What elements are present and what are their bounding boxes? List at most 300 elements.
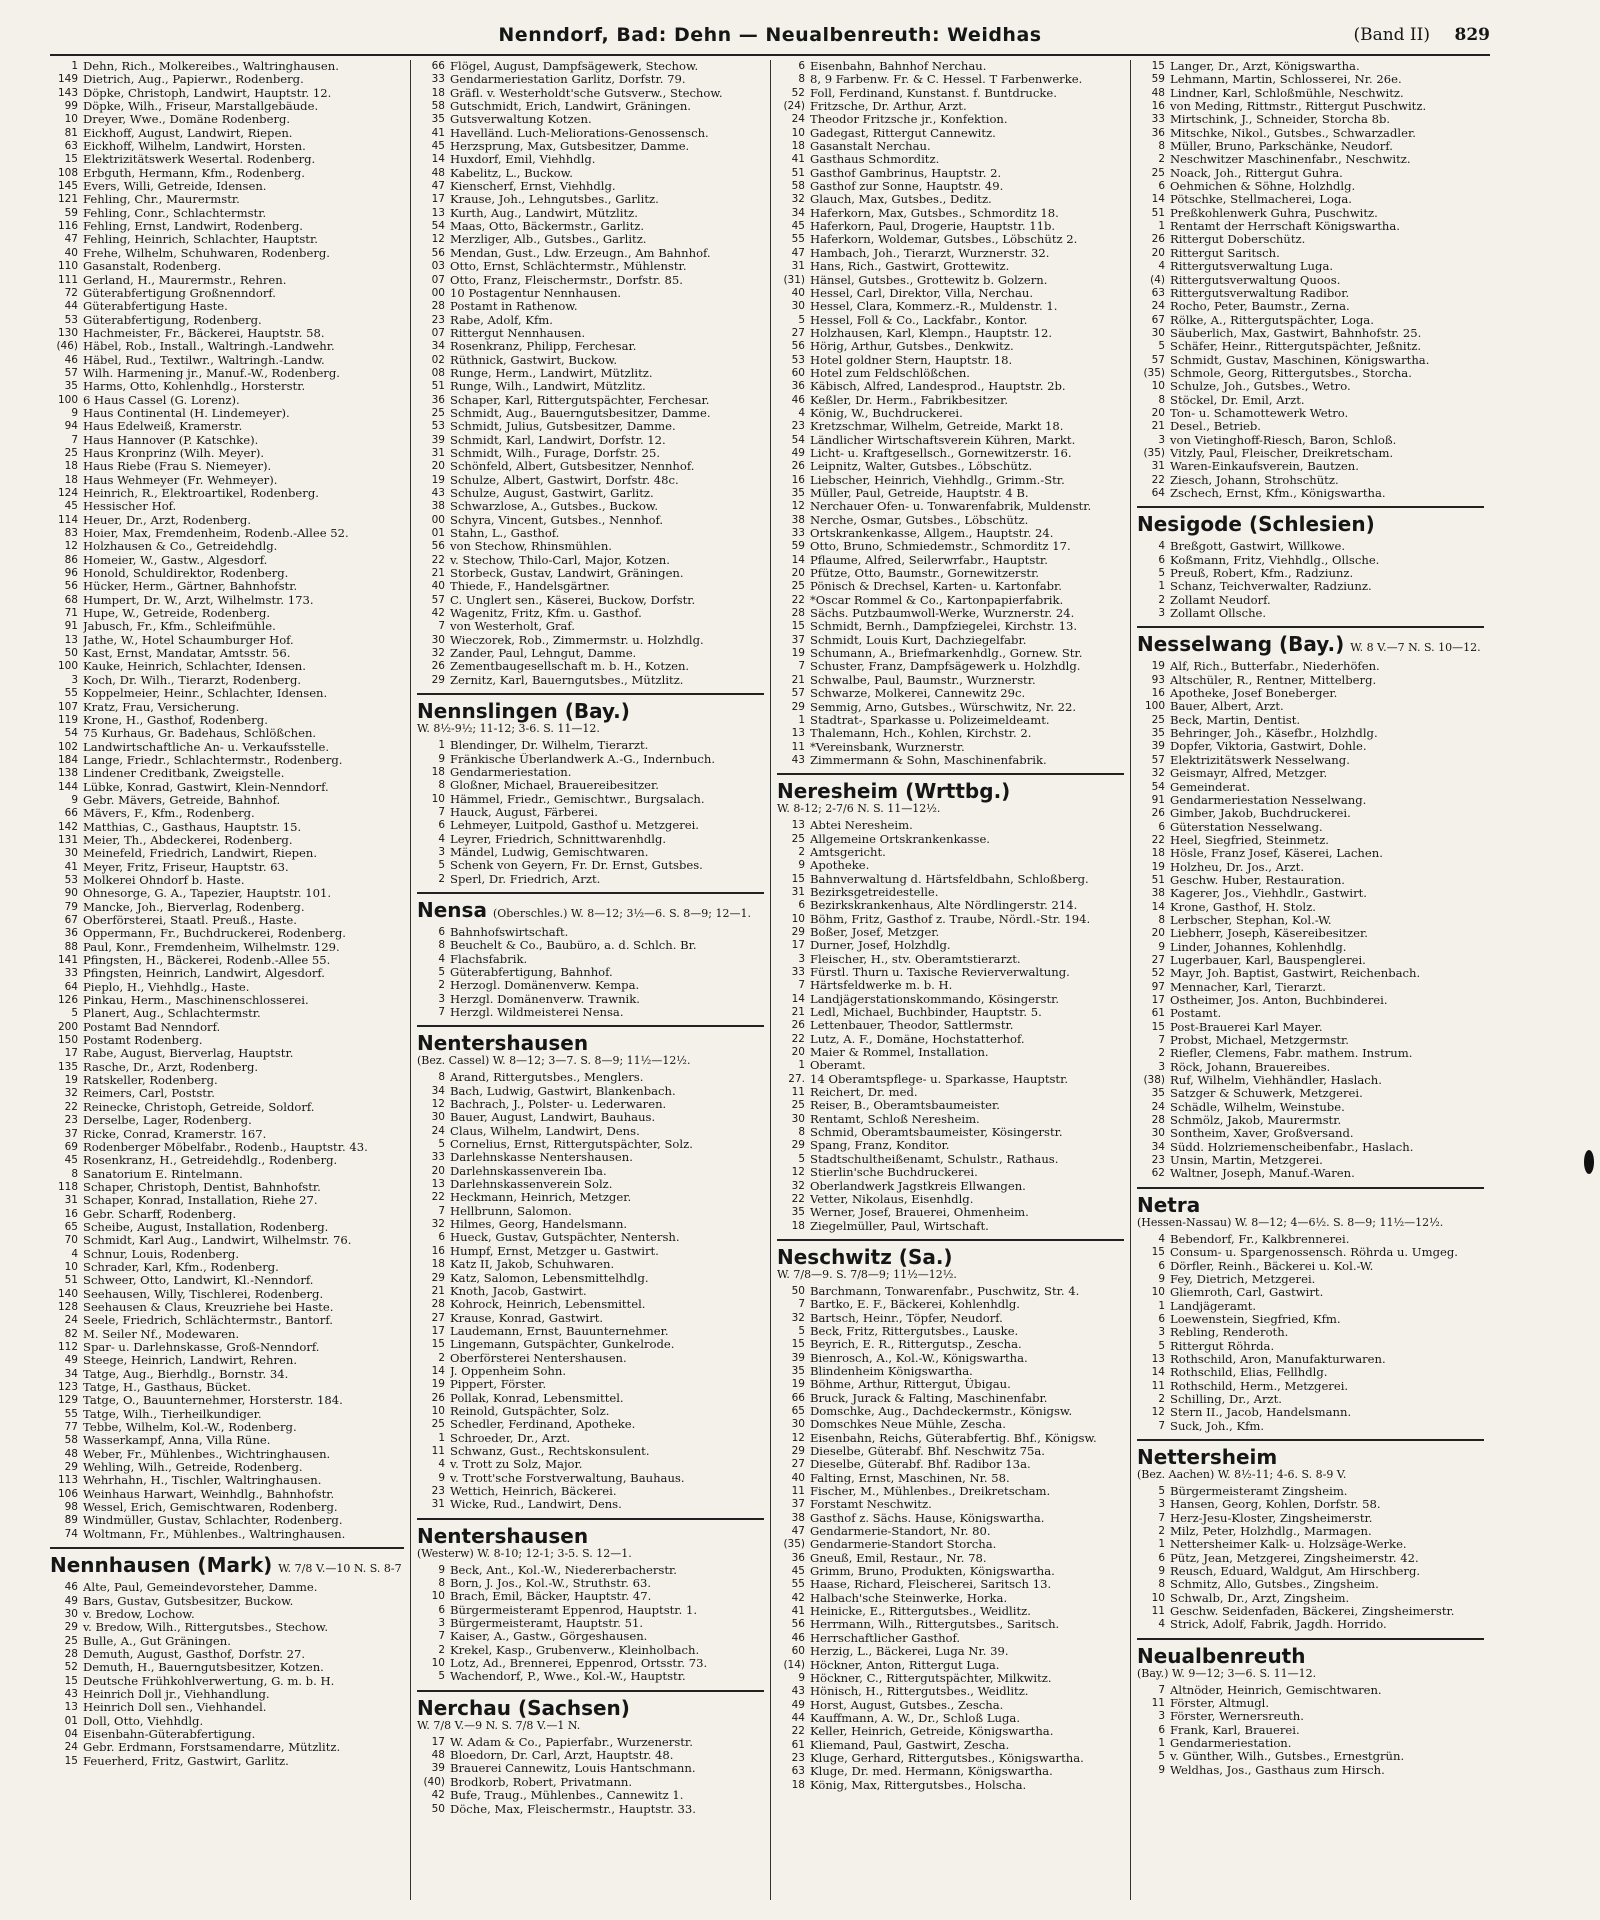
subscriber-name: Stöckel, Dr. Emil, Arzt. bbox=[1170, 393, 1305, 407]
directory-entry bbox=[777, 1498, 1124, 1511]
phone-number: 27 bbox=[431, 1311, 445, 1324]
subscriber-name: Gendarmeriestation Garlitz, Dorfstr. 79. bbox=[450, 73, 686, 87]
directory-entry bbox=[777, 474, 1124, 487]
subscriber-name: Sontheim, Xaver, Großversand. bbox=[1170, 1127, 1354, 1141]
directory-entry bbox=[50, 727, 404, 740]
subscriber-name: Gebr. Scharff, Rodenberg. bbox=[83, 1207, 237, 1221]
directory-entry bbox=[777, 1086, 1124, 1099]
subscriber-name: Reiser, B., Oberamtsbaumeister. bbox=[810, 1099, 1000, 1113]
subscriber-name: Alf, Rich., Butterfabr., Niederhöfen. bbox=[1170, 660, 1380, 674]
subscriber-name: Feuerherd, Fritz, Gastwirt, Garlitz. bbox=[83, 1754, 289, 1768]
phone-number: 94 bbox=[64, 420, 78, 433]
subscriber-name: Herrmann, Wilh., Rittergutsbes., Saritsch. bbox=[810, 1618, 1060, 1632]
directory-entry bbox=[777, 1552, 1124, 1565]
subscriber-name: Gendarmeriestation. bbox=[1170, 1737, 1292, 1751]
directory-entry bbox=[1137, 394, 1484, 407]
phone-number: 102 bbox=[57, 740, 78, 753]
phone-number: 7 bbox=[798, 1298, 805, 1311]
directory-entry bbox=[50, 1368, 404, 1381]
phone-number: 55 bbox=[64, 687, 78, 700]
phone-number: 40 bbox=[64, 246, 78, 259]
directory-entry bbox=[777, 1392, 1124, 1405]
phone-number: 58 bbox=[64, 1434, 78, 1447]
phone-number: 28 bbox=[1151, 1114, 1165, 1127]
subscriber-name: Gliemroth, Carl, Gastwirt. bbox=[1170, 1286, 1324, 1300]
subscriber-name: Tebbe, Wilhelm, Kol.-W., Rodenberg. bbox=[83, 1421, 297, 1435]
phone-number: 14 bbox=[791, 553, 805, 566]
phone-number: 9 bbox=[798, 859, 805, 872]
phone-number: 18 bbox=[64, 460, 78, 473]
directory-entry bbox=[417, 1178, 764, 1191]
phone-number: 38 bbox=[791, 513, 805, 526]
subscriber-name: Bienrosch, A., Kol.-W., Königswartha. bbox=[810, 1351, 1028, 1365]
town-name: Neualbenreuth bbox=[1137, 1643, 1306, 1668]
phone-number: 7 bbox=[438, 1204, 445, 1217]
phone-number: 11 bbox=[1151, 1605, 1165, 1618]
subscriber-name: Eickhoff, August, Landwirt, Riepen. bbox=[83, 126, 293, 140]
directory-entry bbox=[50, 233, 404, 246]
office-hours: W. 7/8 V.—10 N. S. 8-7 bbox=[278, 1562, 402, 1576]
directory-entry bbox=[777, 420, 1124, 433]
phone-number: 37 bbox=[791, 633, 805, 646]
phone-number: 4 bbox=[1158, 540, 1165, 553]
directory-entry bbox=[417, 1338, 764, 1351]
phone-number: 00 bbox=[431, 286, 445, 299]
phone-number: 121 bbox=[57, 193, 78, 206]
directory-entry bbox=[417, 953, 764, 966]
subscriber-name: Derselbe, Lager, Rodenberg. bbox=[83, 1114, 252, 1128]
phone-number: 13 bbox=[431, 206, 445, 219]
subscriber-name: Böhm, Fritz, Gasthof z. Traube, Nördl.-Str. 194. bbox=[810, 912, 1091, 926]
directory-entry bbox=[777, 819, 1124, 832]
directory-entry bbox=[417, 1749, 764, 1762]
directory-entry bbox=[1137, 781, 1484, 794]
directory-entry bbox=[1137, 1605, 1484, 1618]
subscriber-name: Lingemann, Gutspächter, Gunkelrode. bbox=[450, 1338, 675, 1352]
subscriber-name: Hänsel, Gutsbes., Grottewitz b. Golzern. bbox=[810, 273, 1048, 287]
phone-number: 16 bbox=[1151, 100, 1165, 113]
subscriber-name: Koßmann, Fritz, Viehhdlg., Ollsche. bbox=[1170, 553, 1380, 567]
subscriber-name: Meinefeld, Friedrich, Landwirt, Riepen. bbox=[83, 847, 318, 861]
phone-number: 24 bbox=[1151, 1100, 1165, 1113]
phone-number: 35 bbox=[64, 380, 78, 393]
subscriber-name: Bars, Gustav, Gutsbesitzer, Buckow. bbox=[83, 1594, 294, 1608]
phone-number: 74 bbox=[64, 1527, 78, 1540]
subscriber-name: Wehling, Wilh., Getreide, Rodenberg. bbox=[83, 1461, 303, 1475]
subscriber-name: Kluge, Gerhard, Rittergutsbes., Königswartha. bbox=[810, 1751, 1084, 1765]
directory-entry bbox=[777, 407, 1124, 420]
phone-number: 5 bbox=[1158, 1750, 1165, 1763]
directory-entry bbox=[1137, 193, 1484, 206]
directory-entry bbox=[1137, 901, 1484, 914]
directory-entry bbox=[50, 714, 404, 727]
phone-number: 14 bbox=[431, 1364, 445, 1377]
phone-number: 12 bbox=[791, 500, 805, 513]
directory-entry bbox=[1137, 967, 1484, 980]
directory-entry bbox=[777, 87, 1124, 100]
town-name: Neschwitz (Sa.) bbox=[777, 1244, 953, 1269]
phone-number: 123 bbox=[57, 1381, 78, 1394]
subscriber-name: Hoier, Max, Fremdenheim, Rodenb.-Allee 52. bbox=[83, 527, 349, 541]
directory-entry bbox=[417, 434, 764, 447]
directory-entry bbox=[1137, 540, 1484, 553]
subscriber-name: Gerland, H., Maurermstr., Rehren. bbox=[83, 273, 287, 287]
subscriber-name: Haus Hannover (P. Katschke). bbox=[83, 433, 259, 447]
phone-number: 3 bbox=[438, 992, 445, 1005]
subscriber-name: Riefler, Clemens, Fabr. mathem. Instrum. bbox=[1170, 1047, 1413, 1061]
subscriber-name: Kauke, Heinrich, Schlachter, Idensen. bbox=[83, 660, 306, 674]
subscriber-name: Darlehnskassenverein Iba. bbox=[450, 1164, 607, 1178]
subscriber-name: Milz, Peter, Holzhdlg., Marmagen. bbox=[1170, 1525, 1372, 1538]
directory-entry bbox=[417, 1165, 764, 1178]
subscriber-name: Frank, Karl, Brauerei. bbox=[1170, 1723, 1300, 1737]
directory-entry bbox=[777, 1139, 1124, 1152]
phone-number: 5 bbox=[438, 1138, 445, 1151]
directory-entry bbox=[777, 714, 1124, 727]
phone-number: 43 bbox=[791, 1685, 805, 1698]
directory-entry bbox=[1137, 1300, 1484, 1313]
directory-column bbox=[770, 60, 1130, 1900]
subscriber-name: Käbisch, Alfred, Landesprod., Hauptstr. 2b. bbox=[810, 380, 1066, 394]
directory-entry bbox=[417, 1325, 764, 1338]
phone-number: 35 bbox=[431, 113, 445, 126]
directory-entry bbox=[417, 979, 764, 992]
subscriber-name: Grimm, Bruno, Produkten, Königswartha. bbox=[810, 1565, 1055, 1579]
directory-entry bbox=[777, 1325, 1124, 1338]
subscriber-name: Krone, Gasthof, H. Stolz. bbox=[1170, 900, 1316, 914]
directory-entry bbox=[777, 500, 1124, 513]
subscriber-name: Gutsverwaltung Kotzen. bbox=[450, 113, 592, 127]
phone-number: 53 bbox=[791, 353, 805, 366]
subscriber-name: Durner, Josef, Holzhdlg. bbox=[810, 939, 951, 953]
town-name: Nentershausen bbox=[417, 1031, 589, 1056]
directory-entry bbox=[417, 1604, 764, 1617]
subscriber-name: Gendarmeriestation. bbox=[450, 765, 572, 779]
directory-entry bbox=[50, 1474, 404, 1487]
subscriber-name: Schnur, Louis, Rodenberg. bbox=[83, 1247, 240, 1261]
directory-entry bbox=[50, 660, 404, 673]
subscriber-name: Gasthaus Schmorditz. bbox=[810, 153, 940, 167]
phone-number: 38 bbox=[431, 500, 445, 513]
phone-number: (24) bbox=[783, 100, 805, 113]
phone-number: 149 bbox=[57, 73, 78, 86]
phone-number: 7 bbox=[1158, 1683, 1165, 1696]
phone-number: 15 bbox=[1151, 1020, 1165, 1033]
directory-entry bbox=[417, 1085, 764, 1098]
subscriber-name: Geschw. Seidenfaden, Bäckerei, Zingsheimerstr. bbox=[1170, 1605, 1455, 1619]
directory-entry bbox=[1137, 1592, 1484, 1605]
directory-entry bbox=[1137, 1061, 1484, 1074]
subscriber-name: Schmid, Oberamtsbaumeister, Kösingerstr. bbox=[810, 1126, 1063, 1140]
phone-number: 23 bbox=[1151, 1154, 1165, 1167]
subscriber-name: Hambach, Joh., Tierarzt, Wurznerstr. 32. bbox=[810, 246, 1050, 260]
directory-entry bbox=[417, 779, 764, 792]
phone-number: 6 bbox=[438, 1231, 445, 1244]
subscriber-name: Oberförsterei Nentershausen. bbox=[450, 1351, 627, 1365]
directory-columns bbox=[50, 60, 1490, 1900]
directory-entry bbox=[777, 1405, 1124, 1418]
directory-entry bbox=[1137, 1724, 1484, 1737]
directory-entry bbox=[1137, 1618, 1484, 1631]
subscriber-name: Postamt. bbox=[1170, 1007, 1222, 1021]
phone-number: 46 bbox=[64, 353, 78, 366]
directory-entry bbox=[417, 1617, 764, 1630]
phone-number: 131 bbox=[57, 833, 78, 846]
directory-entry bbox=[417, 993, 764, 1006]
directory-entry bbox=[1137, 1114, 1484, 1127]
phone-number: 45 bbox=[64, 500, 78, 513]
directory-entry bbox=[1137, 314, 1484, 327]
town-name: Netra bbox=[1137, 1192, 1201, 1217]
directory-entry bbox=[777, 1418, 1124, 1431]
directory-entry bbox=[50, 1621, 404, 1634]
directory-entry bbox=[50, 487, 404, 500]
subscriber-name: Seehausen & Claus, Kreuzriehe bei Haste. bbox=[83, 1300, 334, 1314]
subscriber-name: Humpert, Dr. W., Arzt, Wilhelmstr. 173. bbox=[83, 593, 314, 607]
subscriber-name: Haus Edelweiß, Kramerstr. bbox=[83, 420, 243, 434]
phone-number: 18 bbox=[431, 1258, 445, 1271]
phone-number: 30 bbox=[1151, 326, 1165, 339]
phone-number: 2 bbox=[438, 1351, 445, 1364]
phone-number: 2 bbox=[1158, 593, 1165, 606]
subscriber-name: Probst, Michael, Metzgermstr. bbox=[1170, 1034, 1349, 1048]
subscriber-name: Gasanstalt, Rodenberg. bbox=[83, 260, 222, 274]
phone-number: 1 bbox=[438, 739, 445, 752]
phone-number: 38 bbox=[791, 1511, 805, 1524]
subscriber-name: Maas, Otto, Bäckermstr., Garlitz. bbox=[450, 220, 645, 234]
directory-entry bbox=[777, 1739, 1124, 1752]
scan-edge-mark bbox=[1584, 1150, 1594, 1174]
subscriber-name: König, Max, Rittergutsbes., Holscha. bbox=[810, 1778, 1027, 1792]
directory-column bbox=[1130, 60, 1490, 1900]
directory-entry bbox=[777, 1113, 1124, 1126]
phone-number: 71 bbox=[64, 607, 78, 620]
phone-number: 2 bbox=[798, 845, 805, 858]
subscriber-name: Semmig, Arno, Gutsbes., Würschwitz, Nr. 22. bbox=[810, 700, 1077, 714]
subscriber-name: Gutschmidt, Erich, Landwirt, Gräningen. bbox=[450, 100, 691, 114]
directory-entry bbox=[1137, 914, 1484, 927]
phone-number: (4) bbox=[1150, 273, 1165, 286]
phone-number: 36 bbox=[791, 1551, 805, 1564]
subscriber-name: 75 Kurhaus, Gr. Badehaus, Schlößchen. bbox=[83, 727, 317, 741]
subscriber-name: von Stechow, Rhinsmühlen. bbox=[450, 540, 612, 554]
subscriber-name: Ruf, Wilhelm, Viehhändler, Haslach. bbox=[1170, 1074, 1382, 1088]
town-name: Nerchau (Sachsen) bbox=[417, 1695, 630, 1720]
phone-number: 56 bbox=[791, 1618, 805, 1631]
subscriber-name: Noack, Joh., Rittergut Guhra. bbox=[1170, 166, 1343, 180]
subscriber-name: Domschke, Aug., Dachdeckermstr., Königsw. bbox=[810, 1404, 1073, 1418]
phone-number: 25 bbox=[431, 406, 445, 419]
subscriber-name: Geschw. Huber, Restauration. bbox=[1170, 873, 1345, 887]
directory-entry bbox=[777, 153, 1124, 166]
subscriber-name: Paul, Konr., Fremdenheim, Wilhelmstr. 129. bbox=[83, 940, 340, 954]
phone-number: 28 bbox=[791, 607, 805, 620]
phone-number: 7 bbox=[1158, 1511, 1165, 1524]
subscriber-name: Tatge, Wilh., Tierheilkundiger. bbox=[83, 1407, 262, 1421]
subscriber-name: Geismayr, Alfred, Metzger. bbox=[1170, 767, 1328, 781]
phone-number: 111 bbox=[57, 273, 78, 286]
directory-entry bbox=[1137, 1485, 1484, 1498]
subscriber-name: Jathe, W., Hotel Schaumburger Hof. bbox=[83, 633, 294, 647]
directory-entry bbox=[417, 846, 764, 859]
phone-number: 33 bbox=[1151, 113, 1165, 126]
subscriber-name: Reimers, Carl, Poststr. bbox=[83, 1087, 215, 1101]
directory-entry bbox=[777, 1605, 1124, 1618]
subscriber-name: Otto, Bruno, Schmiedemstr., Schmorditz 17. bbox=[810, 540, 1071, 554]
subscriber-name: Lerbscher, Stephan, Kol.-W. bbox=[1170, 913, 1332, 927]
directory-entry bbox=[50, 1328, 404, 1341]
subscriber-name: Horst, August, Gutsbes., Zescha. bbox=[810, 1698, 1004, 1712]
subscriber-name: Rebling, Renderoth. bbox=[1170, 1326, 1289, 1340]
phone-number: 83 bbox=[64, 527, 78, 540]
subscriber-name: Zollamt Neudorf. bbox=[1170, 593, 1271, 607]
subscriber-name: Schmidt, Bernh., Dampfziegelei, Kirchstr. 13. bbox=[810, 620, 1078, 634]
town-heading bbox=[417, 693, 764, 735]
directory-entry bbox=[50, 874, 404, 887]
subscriber-name: Dreyer, Wwe., Domäne Rodenberg. bbox=[83, 113, 291, 127]
directory-entry bbox=[1137, 821, 1484, 834]
phone-number: (31) bbox=[783, 273, 805, 286]
subscriber-name: Schweer, Otto, Landwirt, Kl.-Nenndorf. bbox=[83, 1274, 314, 1288]
directory-entry bbox=[50, 767, 404, 780]
subscriber-name: 6 Haus Cassel (G. Lorenz). bbox=[83, 393, 240, 407]
subscriber-name: Haus Continental (H. Lindemeyer). bbox=[83, 406, 290, 420]
subscriber-name: Fischer, M., Mühlenbes., Dreikretscham. bbox=[810, 1485, 1051, 1499]
phone-number: 81 bbox=[64, 126, 78, 139]
phone-number: 25 bbox=[791, 832, 805, 845]
phone-number: 56 bbox=[791, 340, 805, 353]
directory-entry bbox=[50, 1234, 404, 1247]
phone-number: 01 bbox=[64, 1714, 78, 1727]
phone-number: 35 bbox=[1151, 1087, 1165, 1100]
directory-entry bbox=[1137, 1512, 1484, 1525]
subscriber-name: Domschkes Neue Mühle, Zescha. bbox=[810, 1418, 1006, 1432]
phone-number: 47 bbox=[431, 180, 445, 193]
directory-entry bbox=[417, 140, 764, 153]
directory-entry bbox=[777, 314, 1124, 327]
directory-entry bbox=[777, 193, 1124, 206]
directory-entry bbox=[50, 1021, 404, 1034]
subscriber-name: Schaper, Konrad, Installation, Riehe 27. bbox=[83, 1194, 318, 1208]
phone-number: 135 bbox=[57, 1060, 78, 1073]
directory-entry bbox=[1137, 447, 1484, 460]
subscriber-name: Matthias, C., Gasthaus, Hauptstr. 15. bbox=[83, 820, 302, 834]
subscriber-name: Herzgl. Wildmeisterei Nensa. bbox=[450, 1006, 624, 1019]
subscriber-name: Mancke, Joh., Bierverlag, Rodenberg. bbox=[83, 900, 305, 914]
phone-number: 42 bbox=[431, 607, 445, 620]
phone-number: (14) bbox=[783, 1658, 805, 1671]
directory-entry bbox=[777, 1059, 1124, 1072]
phone-number: 50 bbox=[431, 1802, 445, 1815]
directory-entry bbox=[777, 660, 1124, 673]
subscriber-name: Bahnverwaltung d. Härtsfeldbahn, Schloßberg. bbox=[810, 872, 1089, 886]
phone-number: 5 bbox=[798, 313, 805, 326]
phone-number: 2 bbox=[1158, 1392, 1165, 1405]
phone-number: 31 bbox=[431, 1498, 445, 1511]
subscriber-name: Jabusch, Fr., Kfm., Schleifmühle. bbox=[83, 620, 276, 634]
subscriber-name: Oehmichen & Söhne, Holzhdlg. bbox=[1170, 180, 1356, 194]
directory-entry bbox=[417, 1405, 764, 1418]
subscriber-name: Oberlandwerk Jagstkreis Ellwangen. bbox=[810, 1179, 1026, 1193]
phone-number: 2 bbox=[1158, 153, 1165, 166]
subscriber-name: Kluge, Dr. med. Hermann, Königswartha. bbox=[810, 1765, 1053, 1779]
phone-number: 2 bbox=[438, 872, 445, 885]
phone-number: 6 bbox=[438, 819, 445, 832]
directory-entry bbox=[50, 540, 404, 553]
subscriber-name: Ländlicher Wirtschaftsverein Kühren, Markt. bbox=[810, 433, 1076, 447]
subscriber-name: Kabelitz, L., Buckow. bbox=[450, 166, 573, 180]
directory-entry bbox=[777, 1285, 1124, 1298]
subscriber-name: Stadtrat-, Sparkasse u. Polizeimeldeamt. bbox=[810, 713, 1050, 727]
subscriber-name: Runge, Wilh., Landwirt, Mützlitz. bbox=[450, 380, 646, 394]
phone-number: 7 bbox=[71, 433, 78, 446]
phone-number: 00 bbox=[431, 513, 445, 526]
phone-number: 29 bbox=[791, 1139, 805, 1152]
phone-number: 14 bbox=[1151, 1366, 1165, 1379]
phone-number: 48 bbox=[431, 1749, 445, 1762]
directory-entry bbox=[1137, 1074, 1484, 1087]
directory-entry bbox=[50, 620, 404, 633]
subscriber-name: Fleischer, H., stv. Oberamtstierarzt. bbox=[810, 952, 1021, 966]
directory-entry bbox=[50, 394, 404, 407]
directory-entry bbox=[777, 1592, 1124, 1605]
phone-number: 58 bbox=[431, 100, 445, 113]
subscriber-name: Pfingsten, Heinrich, Landwirt, Algesdorf. bbox=[83, 967, 325, 981]
subscriber-name: Ortskrankenkasse, Allgem., Hauptstr. 24. bbox=[810, 527, 1054, 541]
directory-entry bbox=[417, 1205, 764, 1218]
subscriber-name: Meyer, Fritz, Friseur, Hauptstr. 63. bbox=[83, 860, 289, 874]
directory-entry bbox=[777, 846, 1124, 859]
subscriber-name: Allgemeine Ortskrankenkasse. bbox=[810, 832, 990, 846]
directory-entry bbox=[777, 886, 1124, 899]
directory-entry bbox=[777, 60, 1124, 73]
subscriber-name: Waren-Einkaufsverein, Bautzen. bbox=[1170, 460, 1359, 474]
subscriber-name: Rasche, Dr., Arzt, Rodenberg. bbox=[83, 1060, 259, 1074]
subscriber-name: Pfingsten, H., Bäckerei, Rodenb.-Allee 55. bbox=[83, 954, 331, 968]
subscriber-name: König, W., Buchdruckerei. bbox=[810, 406, 963, 420]
subscriber-name: Leipnitz, Walter, Gutsbes., Löbschütz. bbox=[810, 460, 1033, 474]
subscriber-name: Ratskeller, Rodenberg. bbox=[83, 1074, 218, 1088]
directory-entry bbox=[1137, 1353, 1484, 1366]
subscriber-name: Herzsprung, Max, Gutsbesitzer, Damme. bbox=[450, 140, 690, 154]
directory-entry bbox=[417, 1285, 764, 1298]
directory-column bbox=[50, 60, 410, 1900]
directory-entry bbox=[1137, 207, 1484, 220]
phone-number: 46 bbox=[791, 1631, 805, 1644]
phone-number: 1 bbox=[1158, 580, 1165, 593]
subscriber-name: Fränkische Überlandwerk A.-G., Indernbuch. bbox=[450, 752, 716, 766]
subscriber-name: Hessel, Clara, Kommerz.-R., Muldenstr. 1. bbox=[810, 300, 1058, 314]
phone-number: 6 bbox=[1158, 1259, 1165, 1272]
directory-entry bbox=[1137, 1764, 1484, 1777]
phone-number: 30 bbox=[431, 633, 445, 646]
phone-number: 18 bbox=[431, 86, 445, 99]
directory-entry bbox=[777, 1006, 1124, 1019]
phone-number: 34 bbox=[431, 340, 445, 353]
subscriber-name: Kratz, Frau, Versicherung. bbox=[83, 700, 240, 714]
phone-number: 11 bbox=[1151, 1379, 1165, 1392]
subscriber-name: Flögel, August, Dampfsägewerk, Stechow. bbox=[450, 60, 699, 73]
phone-number: 8 bbox=[438, 779, 445, 792]
subscriber-name: Gloßner, Michael, Brauereibesitzer. bbox=[450, 779, 659, 793]
phone-number: 138 bbox=[57, 767, 78, 780]
directory-entry bbox=[777, 1432, 1124, 1445]
phone-number: 60 bbox=[791, 1645, 805, 1658]
directory-entry bbox=[777, 1485, 1124, 1498]
phone-number: 98 bbox=[64, 1501, 78, 1514]
subscriber-name: Hueck, Gustav, Gutspächter, Nentersh. bbox=[450, 1231, 680, 1245]
phone-number: 10 bbox=[431, 1404, 445, 1417]
